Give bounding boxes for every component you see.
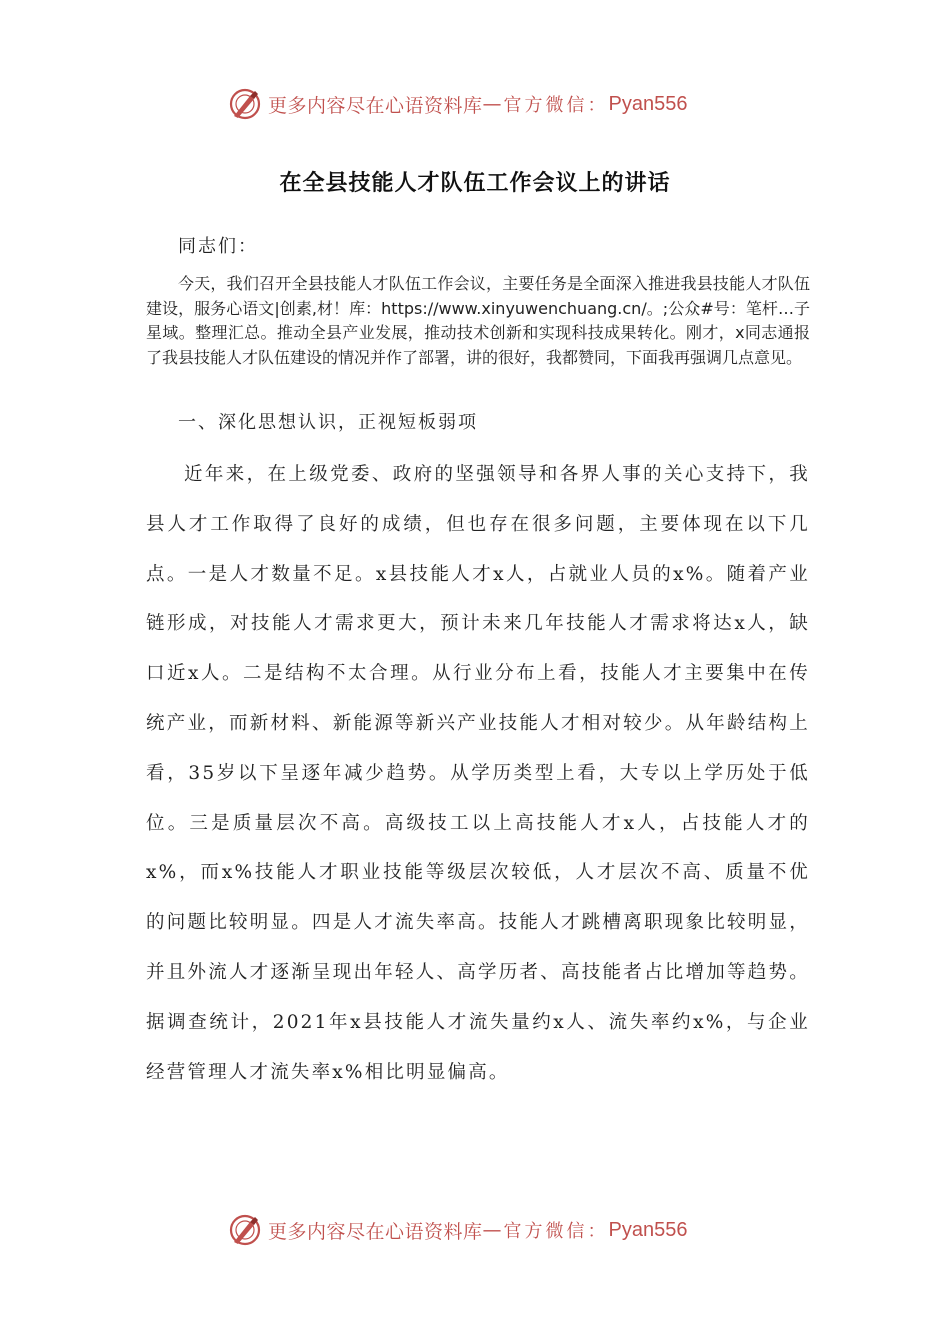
banner-wechat-label: 官方微信： [503, 95, 609, 116]
banner-wechat-label: 官方微信： [503, 1221, 609, 1242]
banner-wechat-id: Pyan556 [608, 1218, 688, 1241]
salutation: 同志们： [178, 236, 258, 257]
body-paragraph: 近年来，在上级党委、政府的坚强领导和各界人事的关心支持下，我县人才工作取得了良好的成绩，但也存在很多问题，主要体现在以下几点。一是人才数量不足。x县技能人才x人，占就业人员的x%。随着产业链形成，对技能人才需求更大，预计未来几年技能人才需求将达x人，缺口近x人。二是结构不太合理。从行业分布上看，技能人才主要集中在传统产业，而新材料、新能源等新兴产业技能人才相对较少。从年龄结构上看，35岁以下呈逐年减少趋势。从学历类型上看，大专以上学历处于低位。三是质量层次不高。高级技工以上高技能人才x人，占技能人才的x%，而x%技能人才职业技能等级层次较低，人才层次不高、质量不优的问题比较明显。四是人才流失率高。技能人才跳槽离职现象比较明显，并且外流人才逐渐呈现出年轻人、高学历者、高技能者占比增加等趋势。据调查统计，2021年x县技能人才流失量约x人、流失率约x%，与企业经营管理人才流失率x%相比明显偏高。 [146, 464, 810, 1083]
banner-slogan: 更多内容尽在心语资料库 [268, 1220, 483, 1243]
banner-separator: — [482, 93, 502, 115]
pen-logo-icon [228, 1213, 262, 1247]
banner-separator: — [482, 1219, 502, 1241]
document-title: 在全县技能人才队伍工作会议上的讲话 [279, 171, 671, 196]
pen-logo-icon [228, 87, 262, 121]
intro-paragraph: 今天，我们召开全县技能人才队伍工作会议，主要任务是全面深入推进我县技能人才队伍建设，服务心语文|创素,材！库：https://www.xinyuwenchuang.cn/。;公众#号：笔杆…子星域。整理汇总。推动全县产业发展，推动技术创新和实现科技成果转化。刚才，x同志通报了我县技能人才队伍建设的情况并作了部署，讲的很好，我都赞同，下面我再强调几点意见。 [146, 274, 810, 367]
header-banner [228, 82, 748, 126]
banner-slogan: 更多内容尽在心语资料库 [268, 94, 483, 117]
footer-banner [228, 1208, 748, 1252]
banner-wechat-id: Pyan556 [608, 92, 688, 115]
section-heading: 一、深化思想认识，正视短板弱项 [178, 412, 478, 433]
